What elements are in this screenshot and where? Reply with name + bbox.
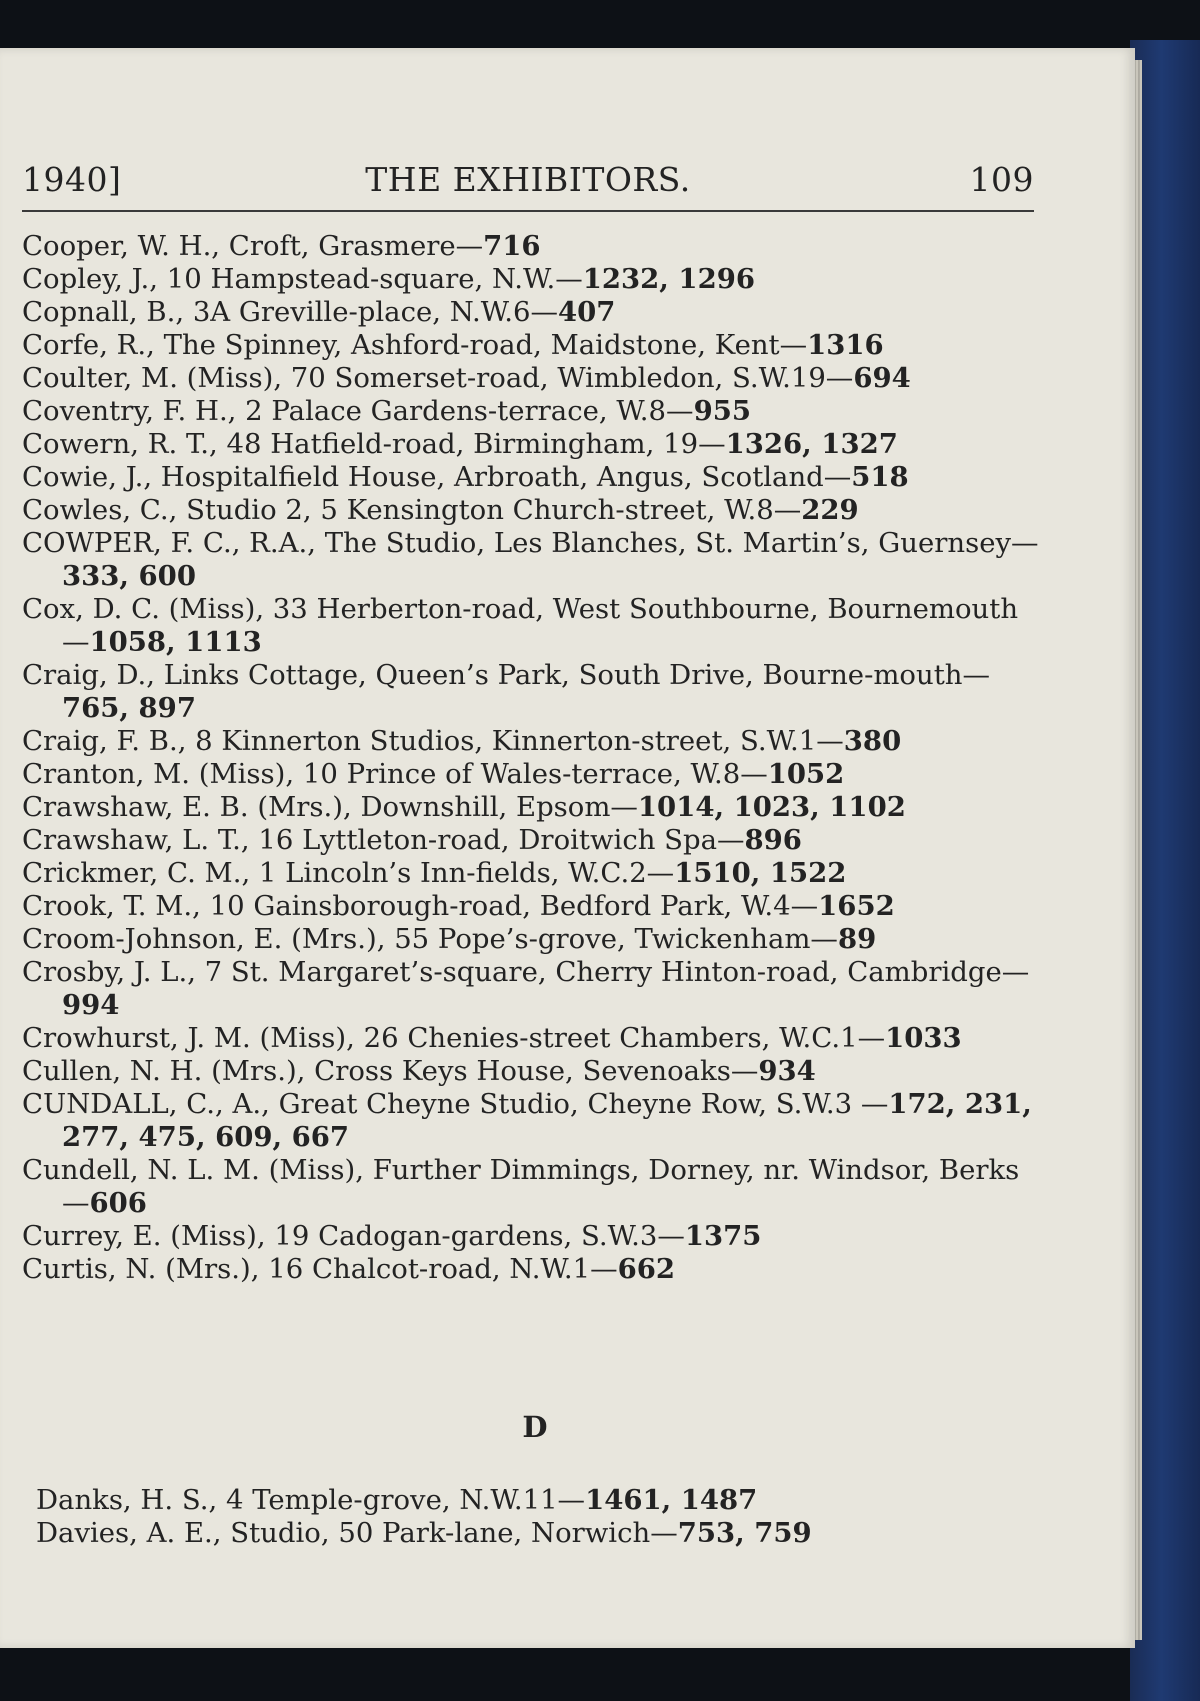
entry-catalogue-numbers: 333, 600	[62, 560, 196, 592]
list-item	[22, 395, 1042, 428]
entry-catalogue-numbers: 1375	[684, 1220, 762, 1252]
entry-catalogue-numbers: 606	[89, 1187, 147, 1219]
entry-text: Copnall, B., 3A Greville-place, N.W.6—	[22, 296, 558, 328]
entry-catalogue-numbers: 1232, 1296	[582, 263, 755, 295]
entry-text: Corfe, R., The Spinney, Ashford-road, Maidstone, Kent—	[22, 329, 808, 361]
entry-text: Crowhurst, J. M. (Miss), 26 Chenies-street Chambers, W.C.1—	[22, 1022, 886, 1054]
exhibitor-list-c	[22, 230, 1042, 1286]
list-item	[22, 296, 1042, 329]
entry-catalogue-numbers: 1652	[818, 890, 895, 922]
list-item	[22, 725, 1042, 758]
list-item	[22, 923, 1042, 956]
entry-text: Crosby, J. L., 7 St. Margaret’s-square, Cherry Hinton-road, Cambridge—	[22, 956, 1030, 988]
header-title: THE EXHIBITORS.	[365, 160, 691, 199]
entry-text: Cullen, N. H. (Mrs.), Cross Keys House, Sevenoaks—	[22, 1055, 759, 1087]
page-number: 109	[969, 160, 1034, 199]
list-item	[22, 659, 1042, 725]
entry-text: Crickmer, C. M., 1 Lincoln’s Inn-fields, W.C.2—	[22, 857, 675, 889]
entry-catalogue-numbers: 518	[851, 461, 909, 493]
list-item	[22, 1055, 1042, 1088]
entry-text: Croom-Johnson, E. (Mrs.), 55 Pope’s-grove, Twickenham—	[22, 923, 838, 955]
entry-text: Cooper, W. H., Croft, Grasmere—	[22, 230, 484, 262]
entry-text: Cranton, M. (Miss), 10 Prince of Wales-terrace, W.8—	[22, 758, 768, 790]
entry-text: Craig, F. B., 8 Kinnerton Studios, Kinnerton-street, S.W.1—	[22, 725, 844, 757]
list-item	[22, 1220, 1042, 1253]
entry-text: Cowie, J., Hospitalfield House, Arbroath, Angus, Scotland—	[22, 461, 852, 493]
list-item	[22, 791, 1042, 824]
entry-catalogue-numbers: 1461, 1487	[585, 1484, 758, 1516]
header-year: 1940]	[22, 160, 122, 199]
entry-catalogue-numbers: 89	[837, 923, 877, 955]
list-item	[22, 527, 1042, 593]
list-item	[22, 956, 1042, 1022]
entry-catalogue-numbers: 1058, 1113	[89, 626, 262, 658]
entry-catalogue-numbers: 1510, 1522	[674, 857, 847, 889]
entry-text: Cowles, C., Studio 2, 5 Kensington Church-street, W.8—	[22, 494, 802, 526]
list-item	[22, 461, 1042, 494]
exhibitor-list-d	[36, 1484, 1056, 1550]
entry-text: Danks, H. S., 4 Temple-grove, N.W.11—	[36, 1484, 586, 1516]
entry-text: Cox, D. C. (Miss), 33 Herberton-road, West Southbourne, Bournemouth—	[22, 593, 1019, 658]
entry-catalogue-numbers: 753, 759	[677, 1517, 812, 1549]
entry-catalogue-numbers: 1316	[807, 329, 884, 361]
entry-catalogue-numbers: 994	[62, 989, 120, 1021]
entry-text: Cowern, R. T., 48 Hatfield-road, Birmingham, 19—	[22, 428, 726, 460]
list-item	[22, 494, 1042, 527]
entry-catalogue-numbers: 765, 897	[62, 692, 196, 724]
entry-text: Crawshaw, E. B. (Mrs.), Downshill, Epsom—	[22, 791, 638, 823]
entry-text: Craig, D., Links Cottage, Queen’s Park, South Drive, Bourne-mouth—	[22, 659, 990, 691]
list-item	[22, 758, 1042, 791]
entry-text: Davies, A. E., Studio, 50 Park-lane, Norwich—	[36, 1517, 678, 1549]
entry-catalogue-numbers: 1033	[885, 1022, 962, 1054]
entry-text: Crook, T. M., 10 Gainsborough-road, Bedford Park, W.4—	[22, 890, 819, 922]
entry-text: Coulter, M. (Miss), 70 Somerset-road, Wimbledon, S.W.19—	[22, 362, 854, 394]
entry-text: COWPER, F. C., R.A., The Studio, Les Blanches, St. Martin’s, Guernsey—	[22, 527, 1039, 559]
entry-catalogue-numbers: 896	[744, 824, 802, 856]
list-item	[22, 1022, 1042, 1055]
list-item	[36, 1484, 1056, 1517]
list-item	[22, 362, 1042, 395]
entry-text: Coventry, F. H., 2 Palace Gardens-terrace, W.8—	[22, 395, 694, 427]
entry-text: CUNDALL, C., A., Great Cheyne Studio, Cheyne Row, S.W.3 —	[22, 1088, 889, 1120]
entry-text: Crawshaw, L. T., 16 Lyttleton-road, Droitwich Spa—	[22, 824, 745, 856]
entry-catalogue-numbers: 229	[801, 494, 859, 526]
entry-catalogue-numbers: 407	[557, 296, 616, 328]
entry-catalogue-numbers: 934	[758, 1055, 816, 1087]
entry-catalogue-numbers: 1052	[767, 758, 845, 790]
entry-catalogue-numbers: 694	[853, 362, 911, 394]
list-item	[22, 329, 1042, 362]
list-item	[22, 230, 1042, 263]
entry-text: Copley, J., 10 Hampstead-square, N.W.—	[22, 263, 583, 295]
entry-catalogue-numbers: 1326, 1327	[725, 428, 898, 460]
running-header	[22, 160, 1034, 206]
list-item	[22, 1253, 1042, 1286]
list-item	[22, 857, 1042, 890]
entry-catalogue-numbers: 955	[693, 395, 751, 427]
entry-catalogue-numbers: 1014, 1023, 1102	[637, 791, 906, 823]
list-item	[36, 1517, 1056, 1550]
entry-text: Cundell, N. L. M. (Miss), Further Dimmings, Dorney, nr. Windsor, Berks—	[22, 1154, 1020, 1219]
list-item	[22, 890, 1042, 923]
list-item	[22, 1088, 1042, 1154]
list-item	[22, 263, 1042, 296]
list-item	[22, 428, 1042, 461]
entry-text: Curtis, N. (Mrs.), 16 Chalcot-road, N.W.1—	[22, 1253, 618, 1285]
entry-catalogue-numbers: 380	[843, 725, 902, 757]
list-item	[22, 1154, 1042, 1220]
entry-catalogue-numbers: 172, 231, 277, 475, 609, 667	[62, 1088, 1032, 1153]
book-page	[0, 48, 1135, 1648]
section-letter-d: D	[522, 1410, 548, 1444]
entry-catalogue-numbers: 662	[617, 1253, 676, 1285]
header-rule	[22, 210, 1034, 212]
list-item	[22, 593, 1042, 659]
entry-text: Currey, E. (Miss), 19 Cadogan-gardens, S.W.3—	[22, 1220, 685, 1252]
list-item	[22, 824, 1042, 857]
entry-catalogue-numbers: 716	[483, 230, 541, 262]
